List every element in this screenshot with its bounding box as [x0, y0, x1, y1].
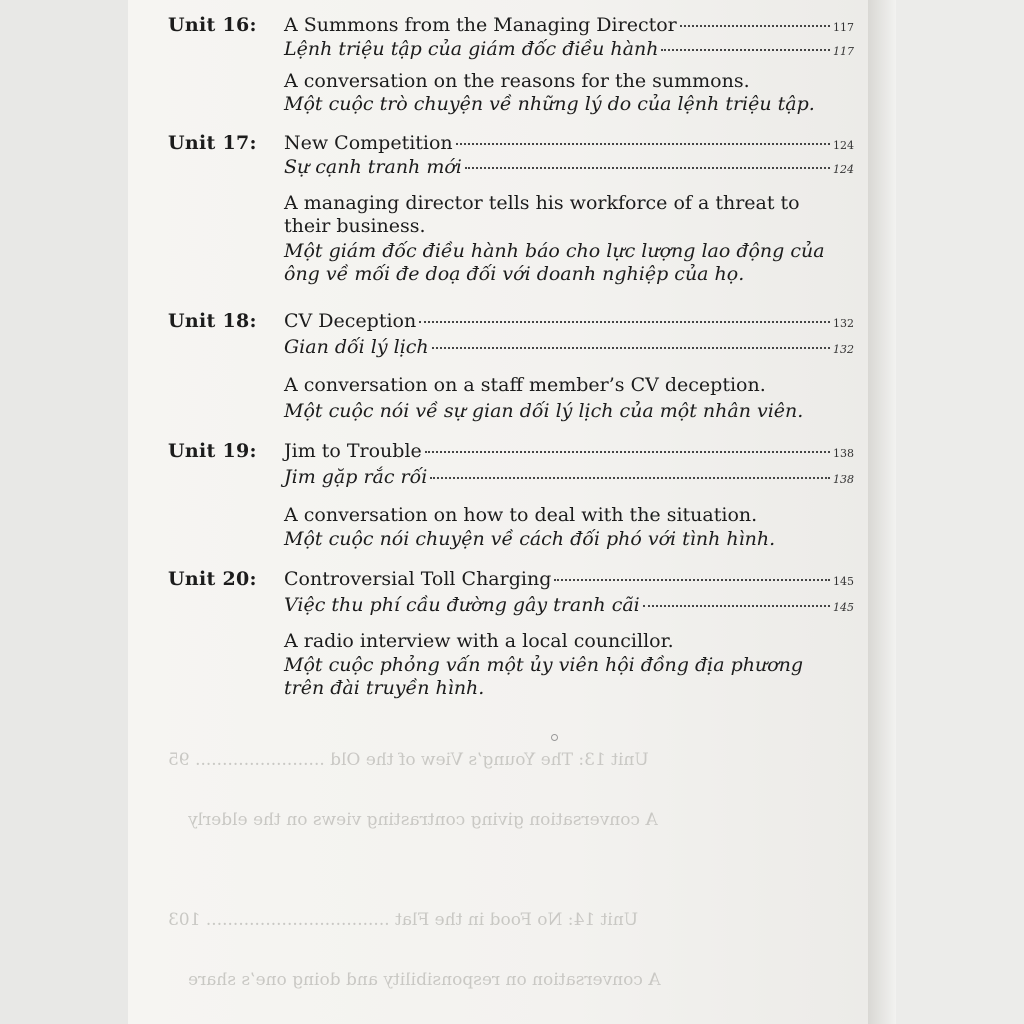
unit-label: Unit 16: [168, 14, 257, 36]
dot-leader [554, 579, 830, 581]
unit-title-vi: Việc thu phí cầu đường gây tranh cãi [284, 594, 640, 616]
toc-line-en[interactable] [284, 14, 854, 38]
book-spine [868, 0, 896, 1024]
toc-line-vi[interactable] [284, 38, 854, 62]
unit-description-vi: Một cuộc nói về sự gian dối lý lịch của một nhân viên. [284, 400, 804, 422]
unit-title-vi: Sự cạnh tranh mới [284, 156, 462, 178]
dot-leader [465, 167, 830, 169]
unit-description-en: A radio interview with a local councillor. [284, 630, 674, 652]
unit-description-vi: Một cuộc nói chuyện về cách đối phó với tình hình. [284, 528, 776, 550]
unit-title-vi: Gian dối lý lịch [284, 336, 429, 358]
page-mark [551, 734, 558, 741]
unit-description-en: A managing director tells his workforce of a threat to their business. [284, 192, 800, 237]
show-through-line: A conversation giving contrasting views on the elderly [188, 810, 658, 830]
unit-entry [168, 568, 868, 718]
page-number: 117 [833, 21, 854, 34]
unit-title-en: A Summons from the Managing Director [284, 14, 677, 36]
dot-leader [661, 49, 830, 51]
show-through-line: Unit 14: No Food in the Flat .................................. 103 [168, 910, 639, 930]
unit-description-en: A conversation on the reasons for the summons. [284, 70, 750, 92]
toc-line-vi[interactable] [284, 466, 854, 490]
page-number: 124 [833, 139, 854, 152]
unit-label: Unit 18: [168, 310, 257, 332]
page-number: 117 [833, 45, 854, 58]
unit-title-en: CV Deception [284, 310, 417, 332]
dot-leader [432, 347, 830, 349]
toc-line-en[interactable] [284, 132, 854, 156]
unit-title-vi: Lệnh triệu tập của giám đốc điều hành [284, 38, 659, 60]
show-through-line: A conversation on responsibility and doing one’s share [188, 970, 661, 990]
show-through-text [128, 700, 868, 1024]
dot-leader [425, 451, 830, 453]
page-number: 132 [833, 343, 854, 356]
dot-leader [643, 605, 830, 607]
book-page [128, 0, 868, 1024]
unit-description-en: A conversation on how to deal with the situation. [284, 504, 758, 526]
background-edge [896, 0, 1024, 1024]
toc-line-en[interactable] [284, 440, 854, 464]
dot-leader [430, 477, 830, 479]
dot-leader [419, 321, 830, 323]
page-number: 145 [833, 601, 854, 614]
toc-line-vi[interactable] [284, 336, 854, 360]
unit-description-vi: Một cuộc phỏng vấn một ủy viên hội đồng địa phương trên đài truyền hình. [284, 654, 804, 699]
page-number: 138 [833, 447, 854, 460]
unit-title-vi: Jim gặp rắc rối [284, 466, 428, 488]
toc-line-en[interactable] [284, 310, 854, 334]
page-number: 124 [833, 163, 854, 176]
unit-title-en: Jim to Trouble [284, 440, 422, 462]
unit-entry [168, 310, 868, 430]
unit-entry [168, 440, 868, 550]
show-through-line: Unit 13: The Young’s View of the Old ........................ 95 [168, 750, 649, 770]
dot-leader [456, 143, 830, 145]
unit-label: Unit 20: [168, 568, 257, 590]
dot-leader [680, 25, 830, 27]
page-number: 145 [833, 575, 854, 588]
unit-description-vi: Một giám đốc điều hành báo cho lực lượng lao động của ông về mối đe doạ đối với doanh nghiệp của họ. [284, 240, 825, 285]
unit-title-en: Controversial Toll Charging [284, 568, 552, 590]
toc-line-en[interactable] [284, 568, 854, 592]
unit-title-en: New Competition [284, 132, 453, 154]
page-number: 132 [833, 317, 854, 330]
unit-label: Unit 17: [168, 132, 257, 154]
unit-description-en: A conversation on a staff member’s CV deception. [284, 374, 766, 396]
unit-description-vi: Một cuộc trò chuyện về những lý do của lệnh triệu tập. [284, 93, 815, 115]
unit-label: Unit 19: [168, 440, 257, 462]
toc-line-vi[interactable] [284, 156, 854, 180]
page-number: 138 [833, 473, 854, 486]
unit-entry [168, 132, 868, 302]
unit-entry [168, 14, 868, 124]
toc-line-vi[interactable] [284, 594, 854, 618]
